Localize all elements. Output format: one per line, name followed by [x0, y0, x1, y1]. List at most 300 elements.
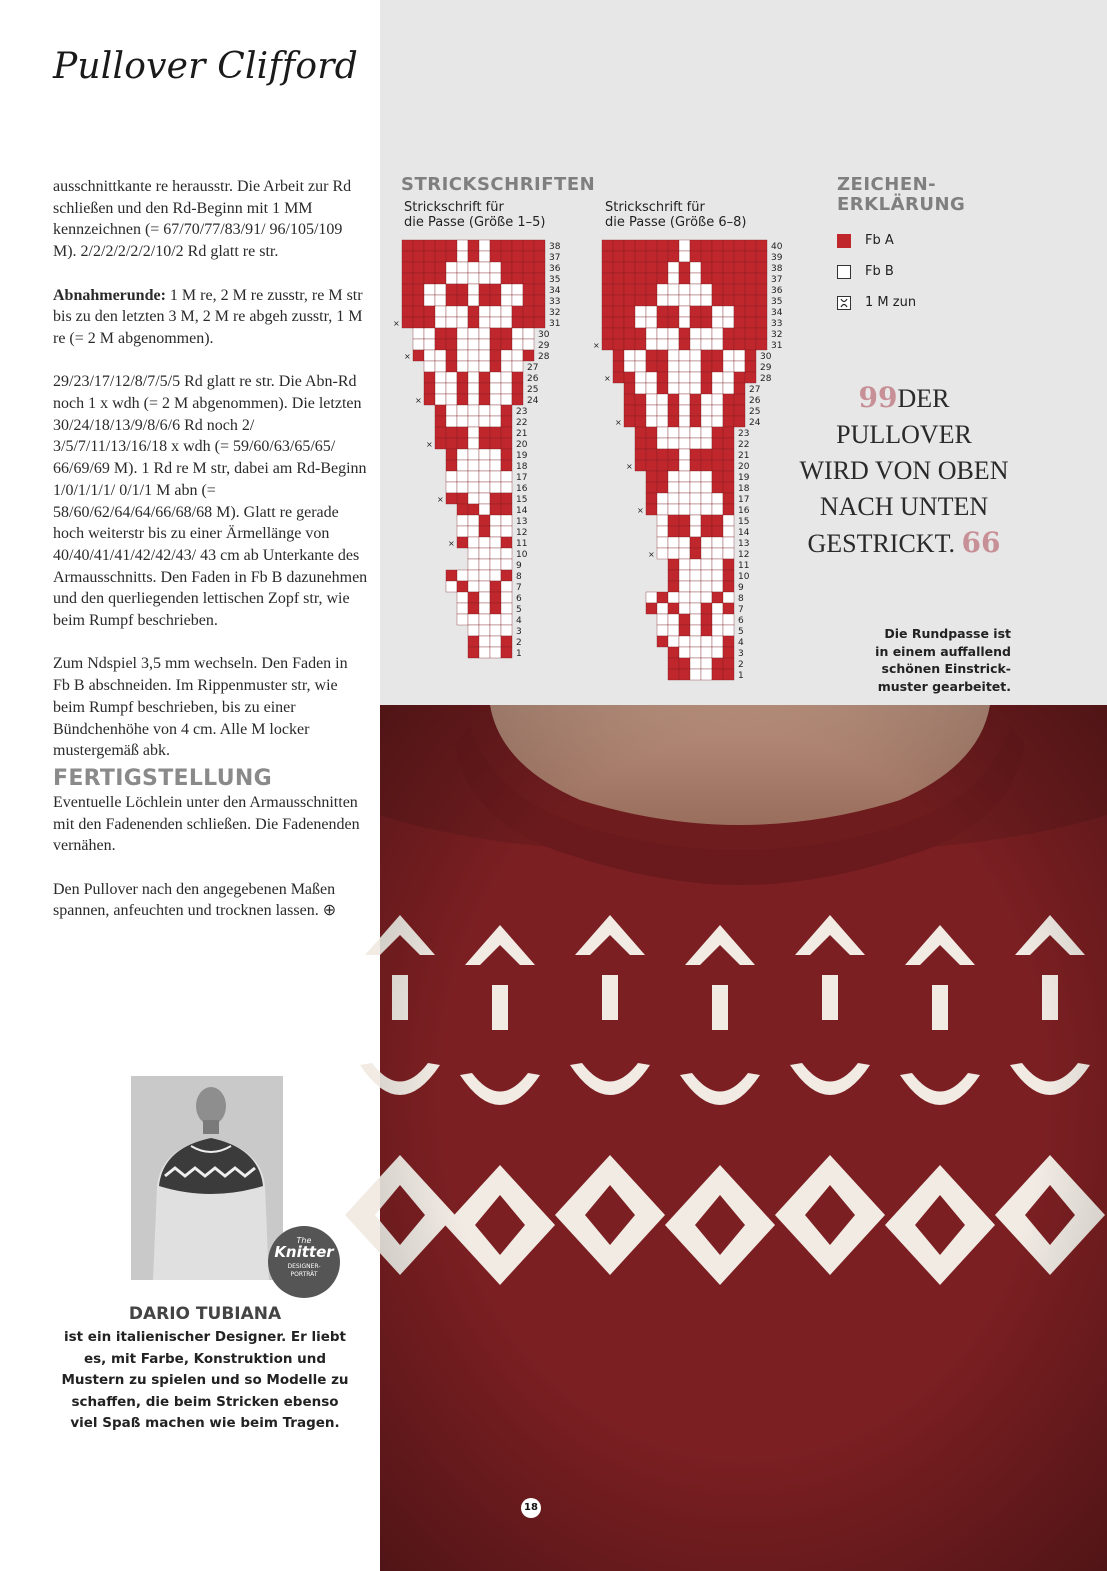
chart-cell [512, 240, 523, 251]
chart-row-number: 15 [738, 517, 750, 527]
chart-cell [479, 559, 490, 570]
chart-cell [723, 284, 734, 295]
open-quote-icon: 99 [858, 381, 898, 414]
chart-cell [657, 295, 668, 306]
chart-cell [679, 295, 690, 306]
chart-cell [435, 438, 446, 449]
chart-cell [602, 295, 613, 306]
chart-cell [534, 251, 545, 262]
chart-cell [723, 427, 734, 438]
chart-cell [712, 647, 723, 658]
chart-cell [479, 548, 490, 559]
chart-cell [712, 636, 723, 647]
chart-cell [646, 372, 657, 383]
chart-row-number: 23 [516, 407, 528, 417]
chart-cell [646, 493, 657, 504]
chart-cell [635, 383, 646, 394]
chart-cell [490, 416, 501, 427]
chart-cell [657, 449, 668, 460]
chart-row-number: 9 [516, 561, 522, 571]
chart-cell [446, 372, 457, 383]
chart-row-number: 40 [771, 242, 783, 252]
chart-cell [723, 515, 734, 526]
chart-cell [679, 339, 690, 350]
chart-cell [468, 251, 479, 262]
chart-cell [657, 515, 668, 526]
chart-cell [712, 537, 723, 548]
chart-cell [602, 339, 613, 350]
chart-cell [479, 339, 490, 350]
chart-cell [712, 361, 723, 372]
chart-cell [457, 306, 468, 317]
chart-cell [701, 449, 712, 460]
chart-cell [479, 592, 490, 603]
chart-cell [457, 361, 468, 372]
chart-cell [723, 471, 734, 482]
chart-cell [457, 405, 468, 416]
chart-cell [624, 383, 635, 394]
chart-cell [701, 603, 712, 614]
chart-cell [646, 383, 657, 394]
chart-cell [490, 394, 501, 405]
chart-cell [745, 339, 756, 350]
chart-cell [457, 317, 468, 328]
chart-cell [690, 570, 701, 581]
chart-cell [690, 405, 701, 416]
chart-row-number: 16 [516, 484, 528, 494]
chart-row-number: 22 [516, 418, 528, 428]
chart-row-number: 19 [516, 451, 528, 461]
chart-cell [435, 262, 446, 273]
badge-text: The [296, 1236, 312, 1245]
chart-cell [701, 284, 712, 295]
chart-cell [745, 284, 756, 295]
chart-cell [479, 317, 490, 328]
chart-cell [679, 372, 690, 383]
chart-cell [635, 416, 646, 427]
chart-cell [723, 328, 734, 339]
chart-cell [457, 493, 468, 504]
chart-cell [668, 537, 679, 548]
chart-cell [490, 339, 501, 350]
chart-cell [413, 251, 424, 262]
chart-cell [479, 306, 490, 317]
chart-cell [490, 614, 501, 625]
chart-row-number: 23 [738, 429, 750, 439]
chart-cell [723, 306, 734, 317]
chart-cell [490, 460, 501, 471]
chart-row-number: 10 [738, 572, 750, 582]
chart-cell [712, 273, 723, 284]
chart-cell [657, 273, 668, 284]
chart-cell [690, 559, 701, 570]
chart-cell [646, 405, 657, 416]
chart-cell [646, 504, 657, 515]
chart-cell [624, 405, 635, 416]
chart-cell [701, 581, 712, 592]
chart-cell [501, 427, 512, 438]
chart-cell [712, 603, 723, 614]
instruction-text: Den Pullover nach den angegebenen Maßen spannen, anfeuchten und trocknen lassen. [53, 880, 336, 920]
chart-row-number: 26 [749, 396, 761, 406]
chart-cell [490, 328, 501, 339]
chart-cell [479, 526, 490, 537]
chart-row-number: 18 [738, 484, 750, 494]
chart-cell [424, 361, 435, 372]
chart-cell [723, 592, 734, 603]
chart-row-number: 34 [549, 286, 561, 296]
chart-cell [435, 328, 446, 339]
chart-cell [668, 636, 679, 647]
chart-cell [479, 504, 490, 515]
chart-cell [723, 460, 734, 471]
chart-cell [479, 405, 490, 416]
chart-cell [668, 405, 679, 416]
chart-cell [690, 482, 701, 493]
chart-cell [501, 405, 512, 416]
chart-cell [446, 471, 457, 482]
chart-cell [701, 427, 712, 438]
chart-cell [523, 306, 534, 317]
chart-cell [490, 295, 501, 306]
chart-cell [657, 284, 668, 295]
chart-cell [690, 438, 701, 449]
chart-cell [424, 273, 435, 284]
legend-item-fb-b [837, 264, 894, 279]
chart-cell [723, 548, 734, 559]
chart-cell [435, 284, 446, 295]
chart-cell [468, 471, 479, 482]
badge-text: Knitter [274, 1243, 334, 1261]
chart-cell [668, 350, 679, 361]
chart-cell [479, 350, 490, 361]
chart-cell [646, 592, 657, 603]
chart-cell [712, 394, 723, 405]
chart-cell [712, 449, 723, 460]
chart-cell [723, 394, 734, 405]
chart-cell [424, 394, 435, 405]
chart-row-number: 17 [516, 473, 528, 483]
chart-cell [468, 416, 479, 427]
chart-cell [701, 636, 712, 647]
chart-cell [446, 482, 457, 493]
chart-cell [613, 350, 624, 361]
chart-row-number: 2 [516, 638, 522, 648]
chart-cell [668, 273, 679, 284]
chart-cell [712, 460, 723, 471]
chart-cell [490, 273, 501, 284]
chart-cell [679, 438, 690, 449]
chart-cell [446, 328, 457, 339]
chart-cell [424, 284, 435, 295]
chart-cell [668, 548, 679, 559]
chart-cell [657, 251, 668, 262]
chart-cell [635, 449, 646, 460]
chart-cell [701, 669, 712, 680]
chart-cell [435, 317, 446, 328]
chart-cell [657, 614, 668, 625]
chart-cell [756, 284, 767, 295]
chart-cell [501, 383, 512, 394]
chart-cell [613, 361, 624, 372]
chart-cell [679, 306, 690, 317]
caption-line: in einem auffallend [875, 643, 1011, 659]
chart-row-number: 4 [516, 616, 522, 626]
chart-cell [624, 317, 635, 328]
chart-row-number: 32 [771, 330, 783, 340]
chart-cell [624, 295, 635, 306]
chart-cell [468, 537, 479, 548]
chart-cell [602, 284, 613, 295]
chart-cell [490, 240, 501, 251]
chart-cell [501, 295, 512, 306]
knitting-chart-size-1-5 [393, 236, 568, 668]
chart-cell [490, 317, 501, 328]
chart-cell [635, 306, 646, 317]
increase-mark-icon: × [437, 495, 444, 504]
chart-cell [668, 306, 679, 317]
chart-cell [457, 515, 468, 526]
chart-cell [468, 405, 479, 416]
chart-cell [468, 284, 479, 295]
chart-cell [468, 306, 479, 317]
chart-cell [624, 394, 635, 405]
chart-cell [723, 636, 734, 647]
chart-cell [424, 306, 435, 317]
chart-cell [457, 482, 468, 493]
chart-cell [723, 273, 734, 284]
chart-cell [701, 548, 712, 559]
chart-cell [523, 273, 534, 284]
chart-cell [635, 361, 646, 372]
chart-cell [468, 438, 479, 449]
chart-cell [635, 251, 646, 262]
chart-cell [501, 504, 512, 515]
chart-cell [712, 339, 723, 350]
sweater-illustration [380, 705, 1107, 1571]
chart-cell [679, 416, 690, 427]
legend-heading-line: ERKLÄRUNG [837, 194, 966, 215]
chart-cell [712, 372, 723, 383]
chart-cell [679, 394, 690, 405]
chart-row-number: 35 [771, 297, 783, 307]
chart-row-number: 13 [516, 517, 528, 527]
chart-cell [690, 240, 701, 251]
chart-cell [723, 339, 734, 350]
chart-row-number: 21 [516, 429, 528, 439]
chart-cell [512, 284, 523, 295]
chart2-subtitle [605, 200, 746, 230]
designer-portrait-image [131, 1076, 283, 1280]
chart-cell [613, 317, 624, 328]
chart-cell [690, 504, 701, 515]
chart-cell [446, 449, 457, 460]
chart-cell [712, 625, 723, 636]
chart-cell [468, 328, 479, 339]
chart-cell [468, 372, 479, 383]
chart-cell [435, 339, 446, 350]
chart-row-number: 15 [516, 495, 528, 505]
chart-row-number: 38 [549, 242, 561, 252]
chart-cell [635, 317, 646, 328]
end-mark-icon: ⊕ [322, 902, 337, 920]
chart-cell [435, 427, 446, 438]
chart-cell [457, 262, 468, 273]
chart-cell [745, 251, 756, 262]
chart-cell [490, 570, 501, 581]
chart-cell [490, 284, 501, 295]
chart-cell [690, 251, 701, 262]
chart-cell [690, 636, 701, 647]
chart-cell [501, 493, 512, 504]
chart-row-number: 22 [738, 440, 750, 450]
chart-cell [679, 328, 690, 339]
chart-cell [701, 526, 712, 537]
chart-cell [613, 295, 624, 306]
chart-cell [679, 317, 690, 328]
chart-row-number: 37 [771, 275, 783, 285]
chart-cell [690, 284, 701, 295]
chart-cell [646, 262, 657, 273]
caption-line: Die Rundpasse ist [884, 626, 1011, 641]
chart-row-number: 30 [538, 330, 550, 340]
chart-cell [602, 262, 613, 273]
chart-cell [446, 350, 457, 361]
chart-cell [701, 394, 712, 405]
chart-cell [668, 262, 679, 273]
chart-cell [479, 493, 490, 504]
chart-row-number: 12 [738, 550, 750, 560]
chart-cell [701, 372, 712, 383]
chart-cell [756, 306, 767, 317]
chart-cell [701, 658, 712, 669]
chart-cell [723, 372, 734, 383]
close-quote-icon: 66 [961, 526, 1001, 559]
chart-cell [490, 372, 501, 383]
chart-cell [501, 460, 512, 471]
chart-row-number: 21 [738, 451, 750, 461]
chart-cell [690, 548, 701, 559]
quote-line: WIRD VON OBEN [799, 456, 1009, 485]
chart-cell [679, 636, 690, 647]
chart-cell [413, 284, 424, 295]
designer-portrait-badge [268, 1226, 340, 1298]
chart-cell [512, 361, 523, 372]
chart-cell [534, 284, 545, 295]
chart-cell [690, 383, 701, 394]
chart-row-number: 20 [738, 462, 750, 472]
chart-cell [490, 449, 501, 460]
chart-cell [701, 306, 712, 317]
chart-cell [624, 240, 635, 251]
chart-cell [446, 273, 457, 284]
chart-cell [479, 636, 490, 647]
chart-cell [624, 350, 635, 361]
chart-cell [479, 581, 490, 592]
chart-cell [512, 251, 523, 262]
chart-cell [435, 405, 446, 416]
chart-cell [468, 526, 479, 537]
chart-cell [635, 427, 646, 438]
chart-row-number: 37 [549, 253, 561, 263]
chart-cell [468, 295, 479, 306]
chart-cell [446, 405, 457, 416]
chart-cell [446, 295, 457, 306]
chart-cell [690, 581, 701, 592]
chart-cell [657, 405, 668, 416]
chart-cell [490, 350, 501, 361]
chart-cell [679, 614, 690, 625]
chart-cell [745, 306, 756, 317]
chart-cell [668, 416, 679, 427]
chart-cell [646, 416, 657, 427]
chart-cell [468, 460, 479, 471]
chart-row-number: 16 [738, 506, 750, 516]
chart-cell [635, 405, 646, 416]
chart-cell [402, 317, 413, 328]
chart-cell [646, 361, 657, 372]
chart-cell [534, 262, 545, 273]
chart-cell [424, 339, 435, 350]
chart-cell [424, 240, 435, 251]
chart-cell [468, 570, 479, 581]
chart-cell [734, 240, 745, 251]
chart-cell [668, 603, 679, 614]
instructions-column [53, 176, 368, 944]
chart-cell [723, 262, 734, 273]
chart-cell [657, 394, 668, 405]
chart-cell [479, 647, 490, 658]
chart-cell [468, 361, 479, 372]
chart-cell [501, 537, 512, 548]
chart-cell [723, 251, 734, 262]
chart-cell [723, 570, 734, 581]
chart-cell [679, 504, 690, 515]
chart-cell [668, 504, 679, 515]
chart-cell [457, 603, 468, 614]
chart-cell [690, 603, 701, 614]
chart-cell [468, 548, 479, 559]
chart-row-number: 1 [738, 671, 744, 681]
chart-cell [490, 262, 501, 273]
chart-cell [657, 416, 668, 427]
chart-cell [723, 559, 734, 570]
chart-cell [723, 658, 734, 669]
chart-cell [668, 482, 679, 493]
chart-cell [446, 317, 457, 328]
chart-cell [701, 416, 712, 427]
chart-cell [490, 647, 501, 658]
chart-cell [613, 262, 624, 273]
chart-row-number: 33 [549, 297, 561, 307]
chart-cell [602, 240, 613, 251]
chart-cell [712, 570, 723, 581]
chart-cell [523, 317, 534, 328]
chart-cell [690, 471, 701, 482]
chart-cell [745, 317, 756, 328]
chart-cell [657, 460, 668, 471]
chart-cell [501, 416, 512, 427]
chart-cell [413, 273, 424, 284]
chart-cell [523, 295, 534, 306]
chart-cell [501, 603, 512, 614]
chart-cell [424, 295, 435, 306]
chart-cell [745, 240, 756, 251]
chart-cell [701, 251, 712, 262]
chart-cell [701, 295, 712, 306]
chart-cell [490, 537, 501, 548]
chart-cell [435, 350, 446, 361]
